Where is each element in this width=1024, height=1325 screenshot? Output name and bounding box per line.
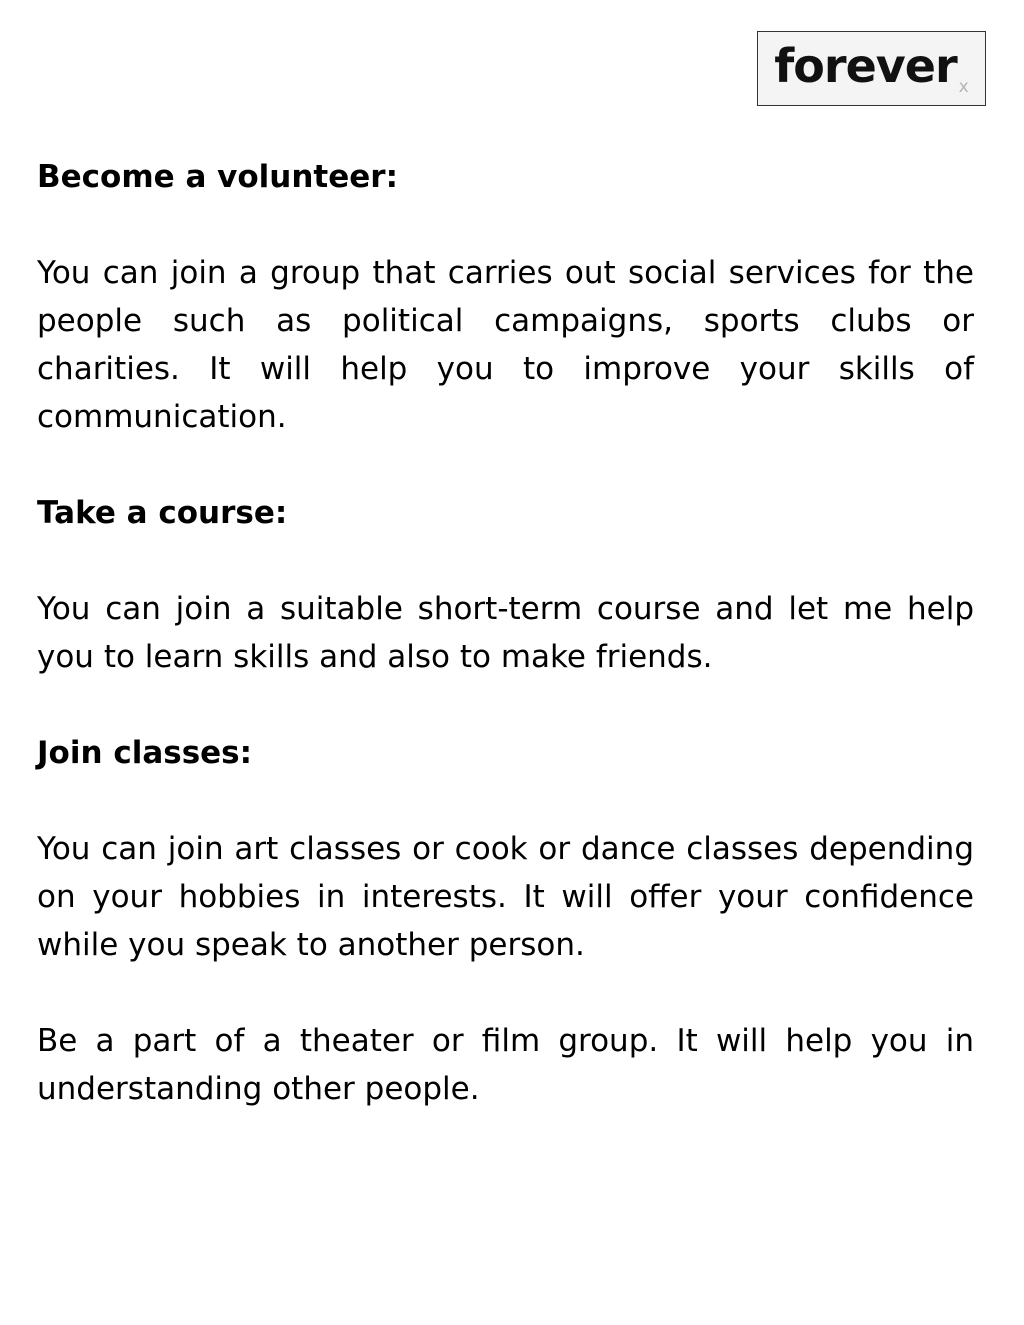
paragraph-theater: Be a part of a theater or film group. It will help you in understanding other people.	[37, 1023, 974, 1107]
heading-join-classes: Join classes:	[37, 735, 253, 771]
paragraph-volunteer: You can join a group that carries out social services for the people such as political campaigns, sports clubs or charities. It will help you to improve your skills of communication.	[37, 255, 974, 435]
spacer	[37, 969, 974, 1017]
spacer	[37, 441, 974, 489]
spacer	[37, 681, 974, 729]
spacer	[37, 537, 974, 585]
heading-take-course: Take a course:	[37, 495, 288, 531]
paragraph-course: You can join a suitable short-term course and let me help you to learn skills and also to make friends.	[37, 591, 974, 675]
forever-logo	[757, 31, 986, 106]
paragraph-classes: You can join art classes or cook or dance classes depending on your hobbies in interests. It will offer your confidence while you speak to another person.	[37, 831, 974, 963]
spacer	[37, 201, 974, 249]
logo-x-mark: x	[958, 77, 969, 97]
heading-become-volunteer: Become a volunteer:	[37, 159, 398, 195]
logo-wordmark: forever	[774, 38, 957, 93]
spacer	[37, 777, 974, 825]
document-body	[37, 153, 974, 1113]
